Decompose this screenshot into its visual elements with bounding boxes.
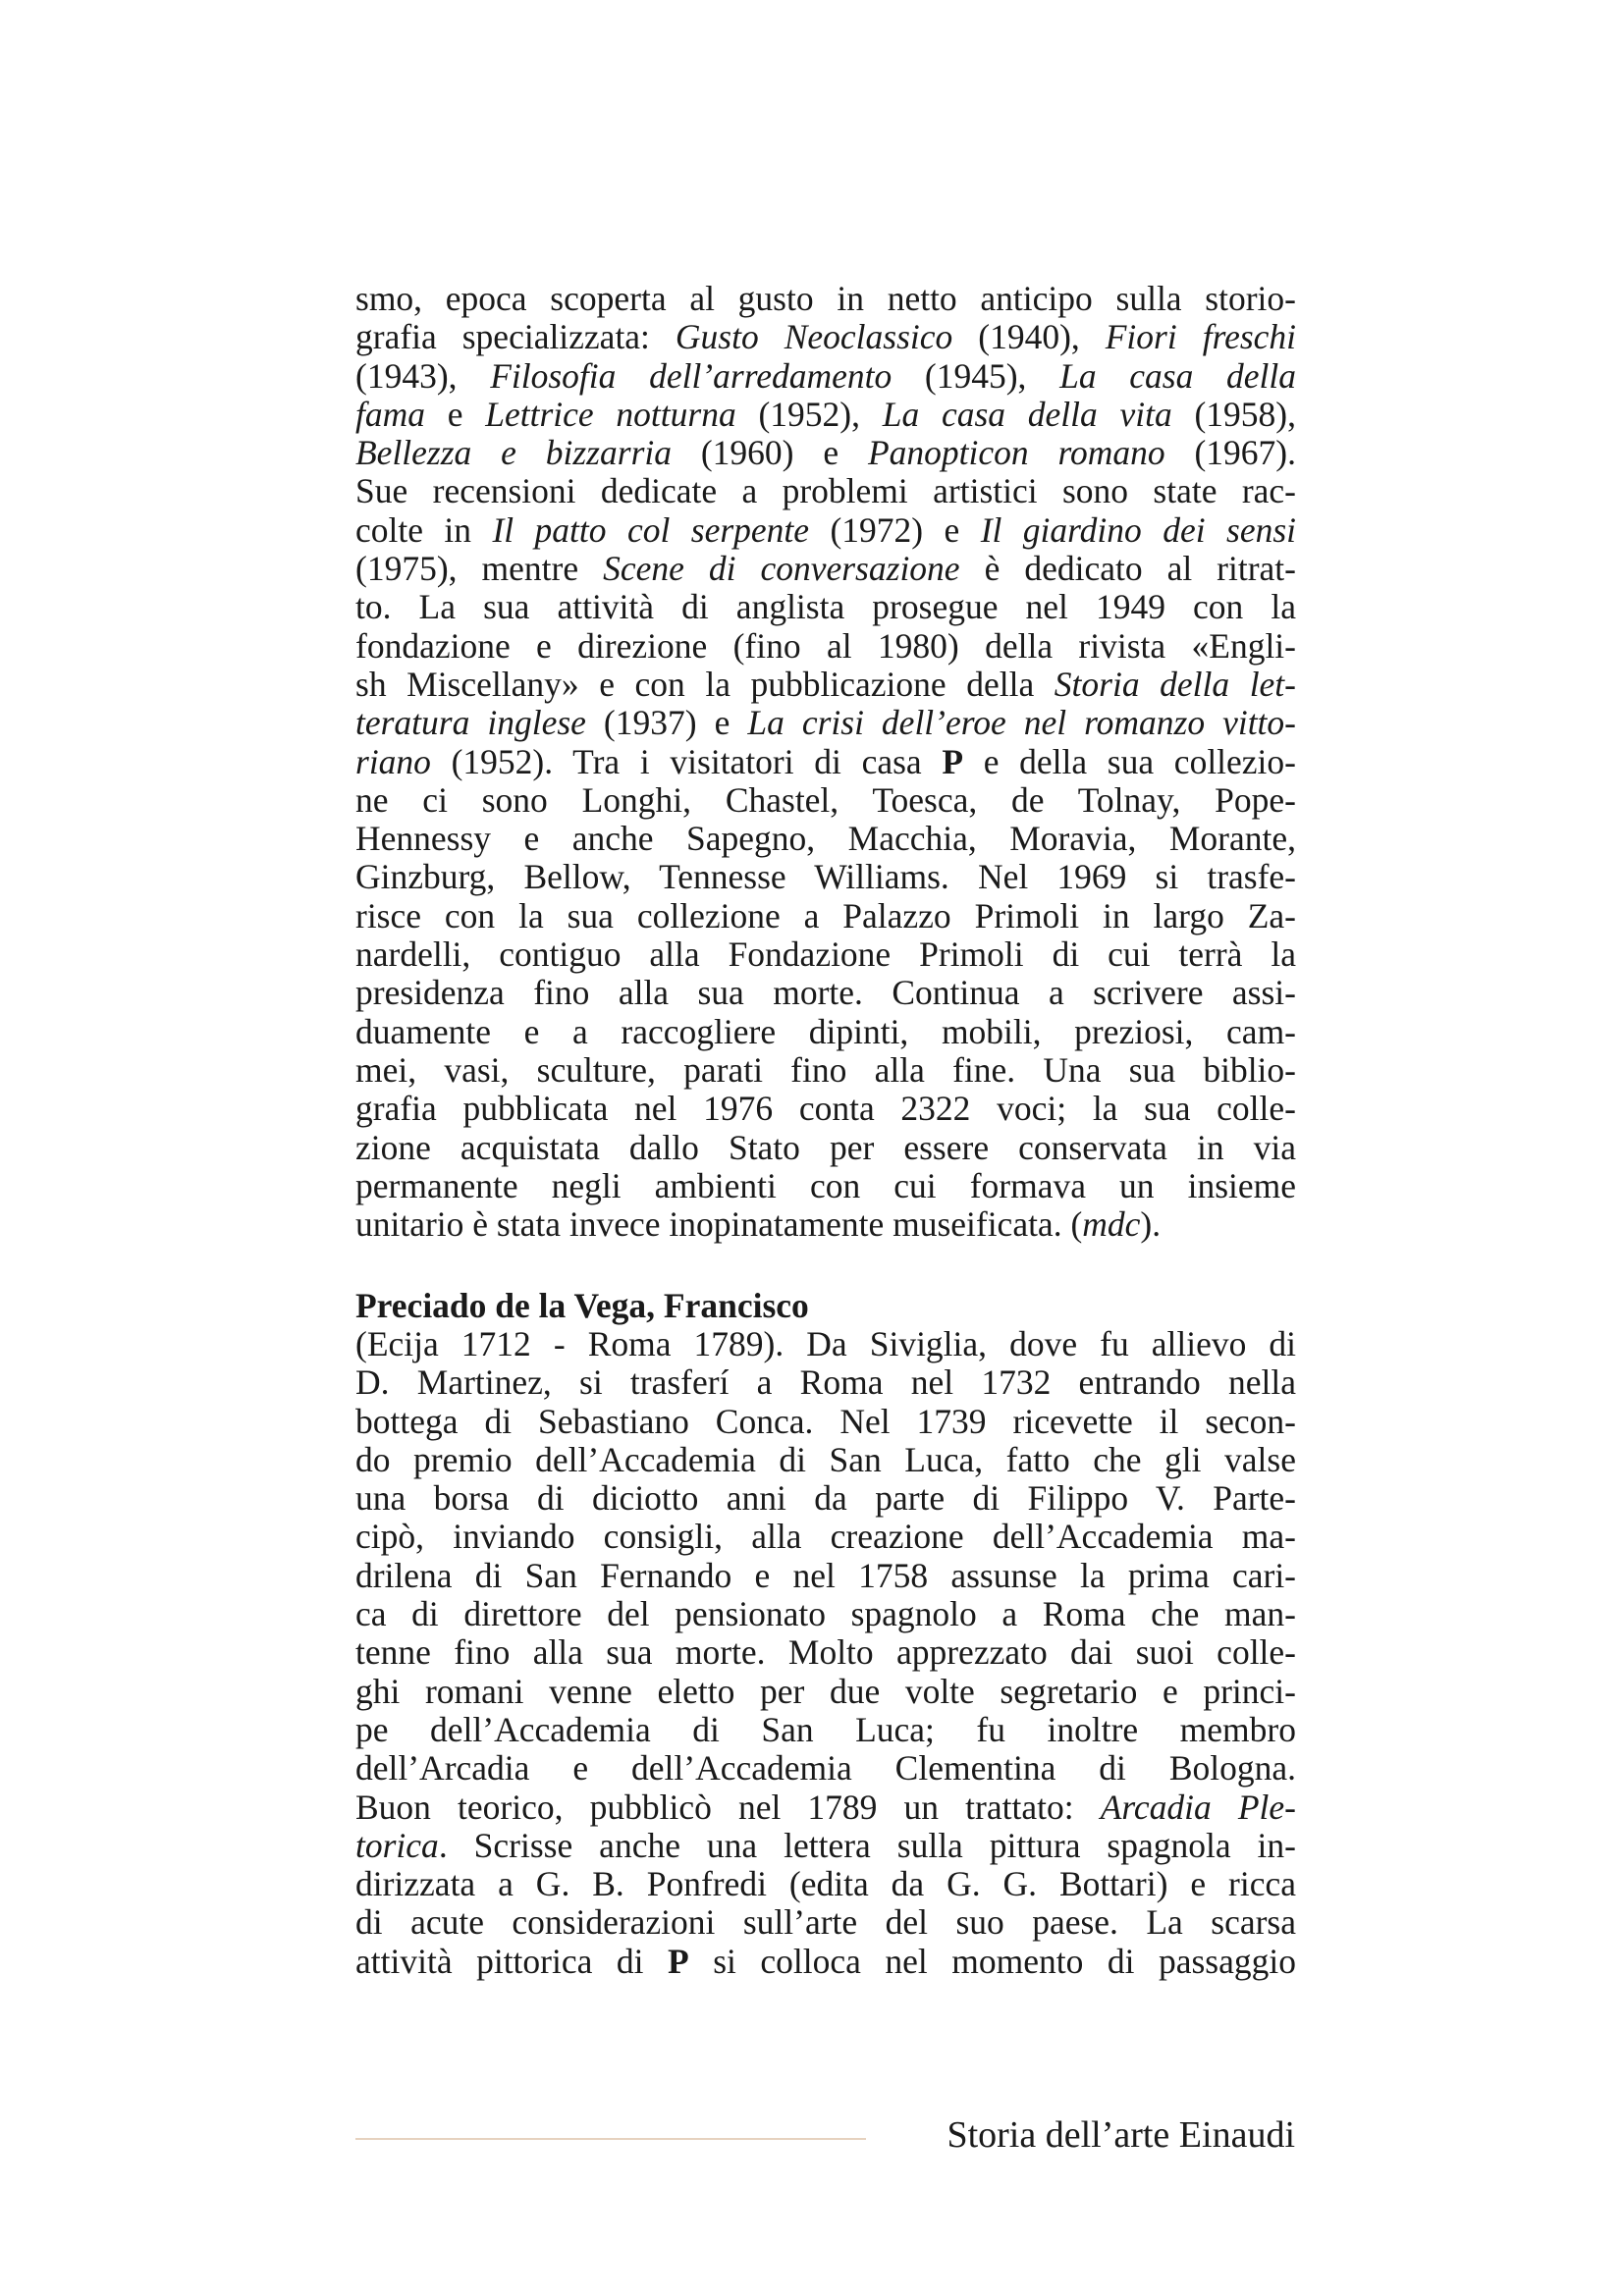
text-line: ca di direttore del pensionato spagnolo a Roma che man- xyxy=(355,1594,1296,1634)
entry-paragraph xyxy=(355,1325,1296,1981)
text-line: tenne fino alla sua morte. Molto apprezzato dai suoi colle- xyxy=(355,1632,1296,1673)
text-line: ghi romani venne eletto per due volte segretario e princi- xyxy=(355,1671,1296,1711)
text-line: do premio dell’Accademia di San Luca, fatto che gli valse xyxy=(355,1439,1296,1479)
text-line: ne ci sono Longhi, Chastel, Toesca, de Tolnay, Pope- xyxy=(355,779,1296,820)
text-line: Sue recensioni dedicate a problemi artistici sono state rac- xyxy=(355,471,1296,511)
text-line: smo, epoca scoperta al gusto in netto anticipo sulla storio- xyxy=(355,279,1296,318)
text-line: nardelli, contiguo alla Fondazione Primoli di cui terrà la xyxy=(355,934,1296,975)
entry-continuation-paragraph xyxy=(355,280,1296,1244)
text-line: (1943), Filosofia dell’arredamento (1945), La casa della xyxy=(355,355,1296,396)
text-line: Buon teorico, pubblicò nel 1789 un trattato: Arcadia Ple- xyxy=(355,1787,1296,1827)
text-line: to. La sua attività di anglista prosegue nel 1949 con la xyxy=(355,587,1296,627)
text-line: fama e Lettrice notturna (1952), La casa della vita (1958), xyxy=(355,394,1296,434)
entry-heading: Preciado de la Vega, Francisco xyxy=(355,1286,809,1325)
text-line: sh Miscellany» e con la pubblicazione della Storia della let- xyxy=(355,664,1296,704)
text-line: riano (1952). Tra i visitatori di casa P e della sua collezio- xyxy=(355,741,1296,781)
text-line: mei, vasi, sculture, parati fino alla fine. Una sua biblio- xyxy=(355,1049,1296,1090)
text-line: Bellezza e bizzarria (1960) e Panopticon romano (1967). xyxy=(355,433,1296,473)
text-line: (1975), mentre Scene di conversazione è dedicato al ritrat- xyxy=(355,549,1296,589)
text-line: (Ecija 1712 - Roma 1789). Da Siviglia, dove fu allievo di xyxy=(355,1324,1296,1363)
text-line: bottega di Sebastiano Conca. Nel 1739 ricevette il secon- xyxy=(355,1401,1296,1441)
text-line: zione acquistata dallo Stato per essere conservata in via xyxy=(355,1127,1296,1167)
footer-divider xyxy=(355,2138,866,2140)
text-line: presidenza fino alla sua morte. Continua a scrivere assi- xyxy=(355,973,1296,1013)
text-line: dell’Arcadia e dell’Accademia Clementina di Bologna. xyxy=(355,1748,1296,1789)
text-line: cipò, inviando consigli, alla creazione dell’Accademia ma- xyxy=(355,1517,1296,1557)
text-line: una borsa di diciotto anni da parte di Filippo V. Parte- xyxy=(355,1478,1296,1519)
text-line: teratura inglese (1937) e La crisi dell’eroe nel romanzo vitto- xyxy=(355,703,1296,743)
text-line: grafia specializzata: Gusto Neoclassico (1940), Fiori freschi xyxy=(355,317,1297,357)
footer-publication-title: Storia dell’arte Einaudi xyxy=(947,2114,1295,2156)
text-line: unitario è stata invece inopinatamente museificata. (mdc). xyxy=(355,1204,1162,1245)
text-line: attività pittorica di P si colloca nel momento di passaggio xyxy=(355,1941,1296,1981)
text-line: dirizzata a G. B. Ponfredi (edita da G. G. Bottari) e ricca xyxy=(355,1864,1296,1904)
text-line: Hennessy e anche Sapegno, Macchia, Moravia, Morante, xyxy=(355,819,1296,859)
text-line: torica. Scrisse anche una lettera sulla pittura spagnola in- xyxy=(355,1825,1296,1865)
text-line: duamente e a raccogliere dipinti, mobili, preziosi, cam- xyxy=(355,1011,1296,1051)
text-line: permanente negli ambienti con cui formava un insieme xyxy=(355,1165,1296,1205)
text-line: Ginzburg, Bellow, Tennesse Williams. Nel 1969 si trasfe- xyxy=(355,857,1296,897)
text-line: grafia pubblicata nel 1976 conta 2322 voci; la sua colle- xyxy=(355,1089,1296,1129)
text-line: fondazione e direzione (fino al 1980) della rivista «Engli- xyxy=(355,625,1296,666)
text-line: di acute considerazioni sull’arte del suo paese. La scarsa xyxy=(355,1902,1296,1943)
text-line: pe dell’Accademia di San Luca; fu inoltre membro xyxy=(355,1709,1296,1749)
text-line: colte in Il patto col serpente (1972) e Il giardino dei sensi xyxy=(355,509,1297,550)
text-line: drilena di San Fernando e nel 1758 assunse la prima cari- xyxy=(355,1555,1296,1595)
text-line: risce con la sua collezione a Palazzo Primoli in largo Za- xyxy=(355,895,1296,935)
text-line: D. Martinez, si trasferí a Roma nel 1732 entrando nella xyxy=(355,1362,1296,1403)
